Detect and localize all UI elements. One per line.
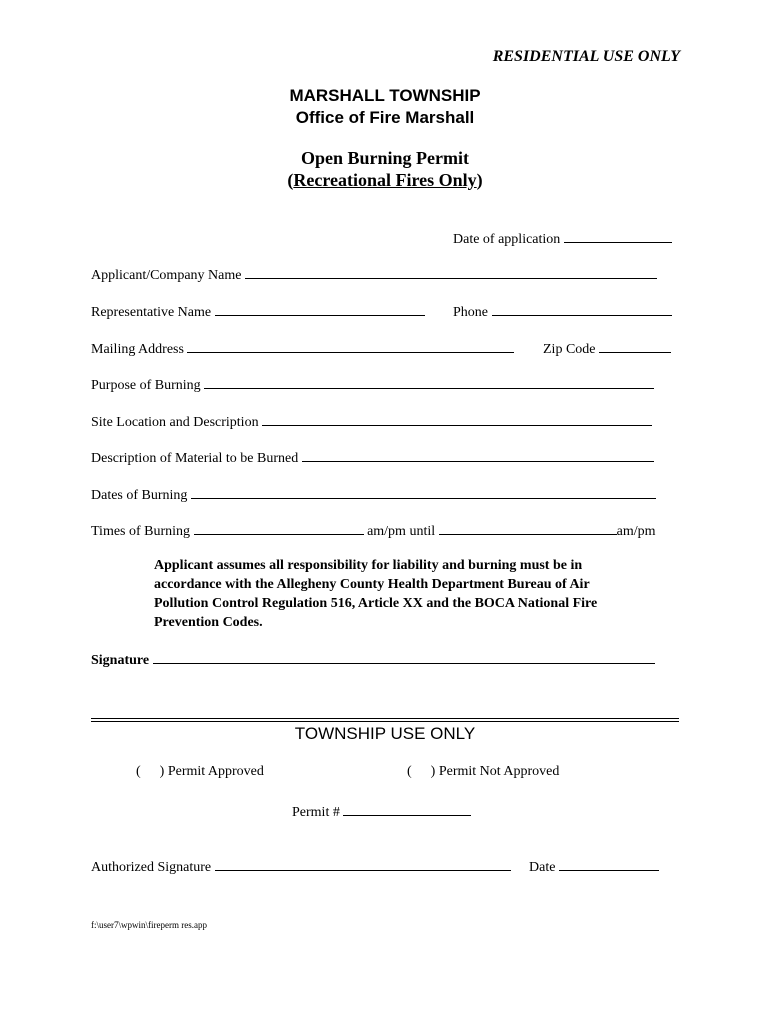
- material-row: [91, 447, 654, 467]
- mailing-address-field[interactable]: [187, 338, 514, 353]
- purpose-label: Purpose of Burning: [91, 378, 201, 393]
- permit-number-row: [292, 801, 471, 821]
- authorized-date-row: [529, 856, 659, 876]
- permit-not-approved-row[interactable]: [407, 764, 559, 780]
- liability-statement: Applicant assumes all responsibility for liability and burning must be in accordance with the Allegheny County Health Department Bureau of Air Pollution Control Regulation 516, Article XX and the BOCA National Fire Prevention Codes.: [154, 558, 598, 630]
- authorized-date-field[interactable]: [559, 856, 659, 871]
- divider-bottom: [91, 721, 679, 722]
- dates-field[interactable]: [191, 484, 656, 499]
- phone-label: Phone: [453, 305, 488, 320]
- applicant-company-label: Applicant/Company Name: [91, 268, 242, 283]
- mailing-address-label: Mailing Address: [91, 342, 184, 357]
- date-of-application-field[interactable]: [564, 228, 672, 243]
- ampm-label: am/pm: [616, 524, 656, 539]
- signature-row: [91, 649, 655, 669]
- ampm-until-label: am/pm until: [367, 524, 436, 539]
- office-name: Office of Fire Marshall: [295, 108, 475, 127]
- permit-title: Open Burning Permit: [300, 148, 469, 168]
- site-location-row: [91, 411, 652, 431]
- permit-number-label: Permit #: [292, 805, 340, 820]
- mailing-address-row: [91, 338, 514, 358]
- zip-code-field[interactable]: [599, 338, 671, 353]
- signature-field[interactable]: [153, 649, 655, 664]
- times-start-field[interactable]: [194, 520, 364, 535]
- footer-file-path: f:\user7\wpwin\fireperm res.app: [91, 920, 207, 930]
- permit-subtitle-open: (: [287, 170, 294, 190]
- phone-field[interactable]: [492, 301, 672, 316]
- permit-subtitle-text: Recreational Fires Only: [293, 170, 477, 190]
- authorized-date-label: Date: [529, 860, 556, 875]
- permit-subtitle-close: ): [476, 170, 483, 190]
- authorized-signature-field[interactable]: [215, 856, 511, 871]
- site-location-label: Site Location and Description: [91, 415, 259, 430]
- divider-top: [91, 718, 679, 719]
- township-name: MARSHALL TOWNSHIP: [289, 86, 481, 105]
- times-row: [91, 520, 656, 540]
- zip-code-row: [543, 338, 671, 358]
- residential-use-label: RESIDENTIAL USE ONLY: [492, 48, 680, 65]
- authorized-signature-row: [91, 856, 511, 876]
- applicant-company-field[interactable]: [245, 264, 657, 279]
- representative-label: Representative Name: [91, 305, 212, 320]
- date-of-application-label: Date of application: [453, 232, 561, 247]
- permit-not-approved-paren[interactable]: (: [407, 764, 412, 779]
- material-field[interactable]: [302, 447, 654, 462]
- permit-approved-label: ) Permit Approved: [159, 764, 264, 779]
- date-of-application-row: [453, 228, 672, 248]
- permit-approved-row[interactable]: [136, 764, 264, 780]
- dates-row: [91, 484, 656, 504]
- site-location-field[interactable]: [262, 411, 652, 426]
- purpose-field[interactable]: [204, 374, 654, 389]
- zip-code-label: Zip Code: [543, 342, 596, 357]
- permit-approved-paren[interactable]: (: [136, 764, 141, 779]
- permit-number-field[interactable]: [343, 801, 471, 816]
- times-end-field[interactable]: [439, 520, 617, 535]
- permit-not-approved-label: ) Permit Not Approved: [430, 764, 560, 779]
- representative-row: [91, 301, 425, 321]
- authorized-signature-label: Authorized Signature: [91, 860, 212, 875]
- signature-label: Signature: [91, 653, 150, 668]
- permit-subtitle: [0, 170, 770, 191]
- applicant-company-row: [91, 264, 657, 284]
- material-label: Description of Material to be Burned: [91, 451, 299, 466]
- times-label: Times of Burning: [91, 524, 191, 539]
- dates-label: Dates of Burning: [91, 488, 188, 503]
- representative-field[interactable]: [215, 301, 425, 316]
- purpose-row: [91, 374, 654, 394]
- phone-row: [453, 301, 672, 321]
- township-use-title: TOWNSHIP USE ONLY: [294, 724, 476, 743]
